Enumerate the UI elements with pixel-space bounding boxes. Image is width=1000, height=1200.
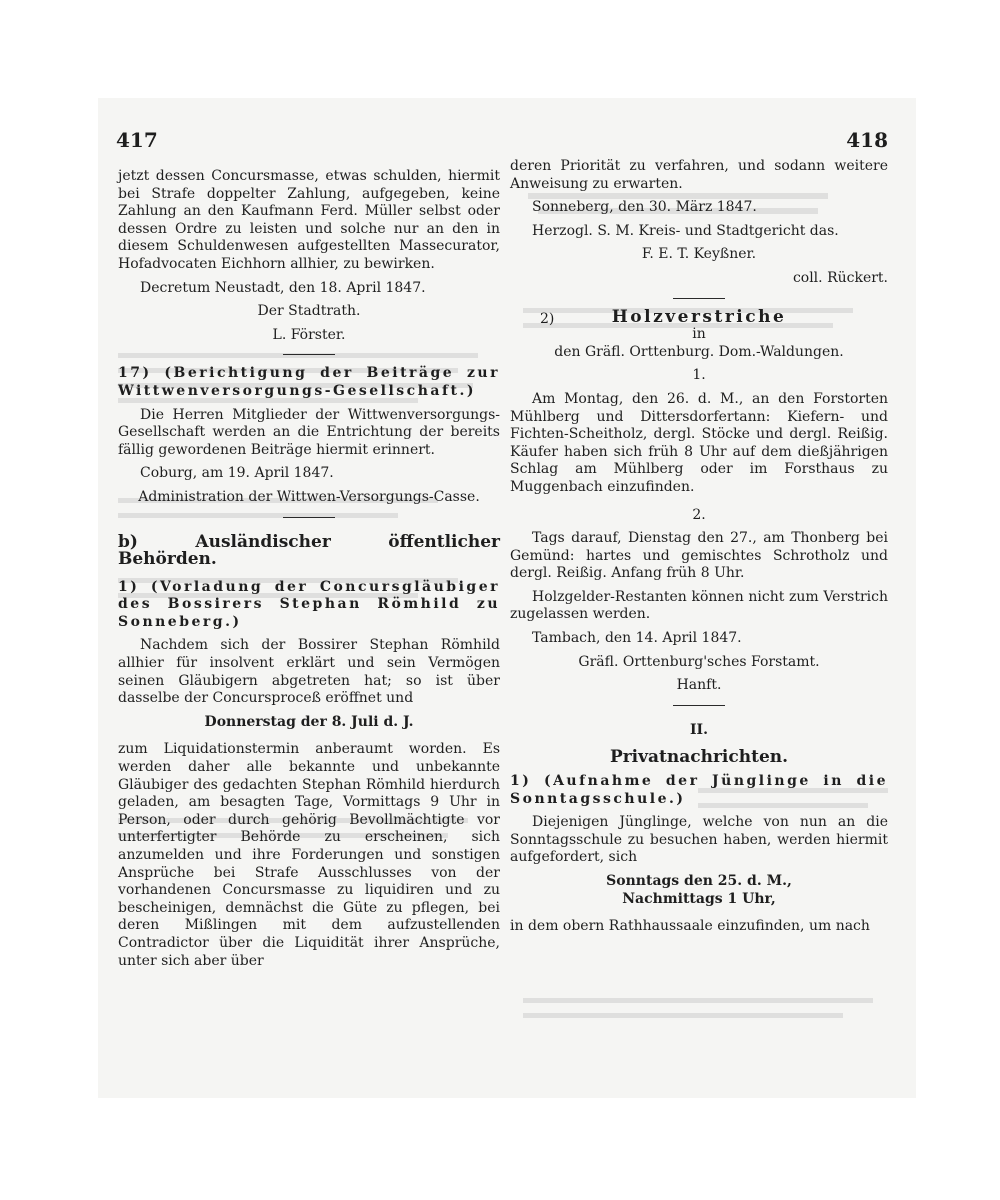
notice-1-paragraph-2: zum Liquidationstermin anberaumt worden. Es werden daher alle bekannte und unbekannte Gläubiger des gedachten Stephan Römhild hierdurch geladen, am besagten Tage, Vormittags 9 Uhr in Person, oder durch gehörig Bevollmächtigte vor unterfertigter Behörde zu erscheinen, sich anzumelden und ihre Forderungen und sonstigen Ansprüche bei Strafe Ausschlusses von der vorhandenen Concursmasse zu liquidiren und zu bescheinigen, demnächst die Güte zu pflegen, bei deren Mißlingen mit dem aufzustellenden Contradictor über die Liquidität ihrer Ansprüche, unter sich aber über [118,741,500,969]
private-news-heading: Privatnachrichten. [609,747,789,768]
notice-2-in: in [692,326,706,343]
decree-line: Decretum Neustadt, den 18. April 1847. [140,279,426,296]
notice-2-title: Holzverstriche [611,306,787,327]
continuation-paragraph: deren Priorität zu verfahren, und sodann weitere Anweisung zu erwarten. [510,158,888,192]
item-1-number: 1. [692,367,706,384]
notice-1-date: Donnerstag der 8. Juli d. J. [204,713,414,730]
separator-rule [673,298,725,299]
collegial-signer: coll. Rückert. [792,269,888,286]
notice-17-place-date: Coburg, am 19. April 1847. [140,465,334,482]
court-name: Herzogl. S. M. Kreis- und Stadtgericht das. [532,222,839,239]
court-signer: F. E. T. Keyßner. [641,246,757,263]
notice-2-header [510,306,888,327]
section-b-heading: b) Ausländischer öffentlicher Behörden. [118,531,500,570]
notice-1-title: 1) (Vorladung der Concursgläubiger des Bossirers Stephan Römhild zu Sonneberg.) [118,578,500,630]
place-date: Sonneberg, den 30. März 1847. [532,199,757,216]
continuation-paragraph: jetzt dessen Concursmasse, etwas schulden, hiermit bei Strafe doppelter Zahlung, aufgegeben, keine Zahlung an den Kaufmann Ferd. Müller selbst oder dessen Ordre zu leisten und solche nur an den in diesem Schuldenwesen aufgestellten Massecurator, Hofadvocaten Eichhorn allhier, zu bewirken. [118,168,500,272]
left-column [118,168,500,970]
section-II-heading: II. [690,721,708,738]
item-2-number: 2. [692,506,706,523]
private-notice-1-title: 1) (Aufnahme der Jünglinge in die Sonntagsschule.) [510,773,888,807]
item-2-note: Holzgelder-Restanten können nicht zum Verstrich zugelassen werden. [510,588,888,623]
separator-rule [673,705,725,706]
separator-rule [283,354,335,355]
private-notice-1-date: Sonntags den 25. d. M., [606,873,792,889]
notice-2-number: 2) [540,310,555,327]
right-column [510,158,888,936]
right-page-number: 418 [846,128,888,152]
forest-office: Gräfl. Orttenburg'sches Forstamt. [578,653,820,670]
separator-rule [283,517,335,518]
notice-17-body: Die Herren Mitglieder der Wittwenversorgungs-Gesellschaft werden an die Entrichtung der bereits fällig gewordenen Beiträge hiermit erinnert. [118,406,500,458]
issuing-authority: Der Stadtrath. [257,303,361,320]
left-page-number: 417 [116,128,158,152]
notice-17-title: 17) (Berichtigung der Beiträge zur Wittwenversorgungs-Gesellschaft.) [118,365,500,399]
forest-signer: Hanft. [676,677,722,694]
newspaper-spread [98,98,916,1098]
item-1-text: Am Montag, den 26. d. M., an den Forstorten Mühlberg und Dittersdorfertann: Kiefern- und Fichten-Scheitholz, dergl. Stöcke und dergl. Reißig. Käufer haben sich früh 8 Uhr auf dem dießjährigen Schlag am Mühlberg oder im Forsthaus zu Muggenbach einzufinden. [510,390,888,495]
private-notice-1-time: Nachmittags 1 Uhr, [622,890,776,907]
notice-1-paragraph: Nachdem sich der Bossirer Stephan Römhild allhier für insolvent erklärt und sein Vermögen seinen Gläubigern abgetreten hat; so ist über dasselbe der Concursproceß eröffnet und [118,637,500,707]
signer-name: L. Förster. [272,326,346,343]
item-2-text: Tags darauf, Dienstag den 27., am Thonberg bei Gemünd: hartes und gemischtes Schrotholz und dergl. Reißig. Anfang früh 8 Uhr. [510,530,888,582]
notice-2-subtitle: den Gräfl. Orttenburg. Dom.-Waldungen. [554,343,844,360]
private-notice-1-tail: in dem obern Rathhaussaale einzufinden, um nach [510,918,870,935]
notice-17-signature: Administration der Wittwen-Versorgungs-Casse. [138,488,480,505]
private-notice-1-body: Diejenigen Jünglinge, welche von nun an die Sonntagsschule zu besuchen haben, werden hiermit aufgefordert, sich [510,814,888,866]
place-date-2: Tambach, den 14. April 1847. [532,630,742,647]
